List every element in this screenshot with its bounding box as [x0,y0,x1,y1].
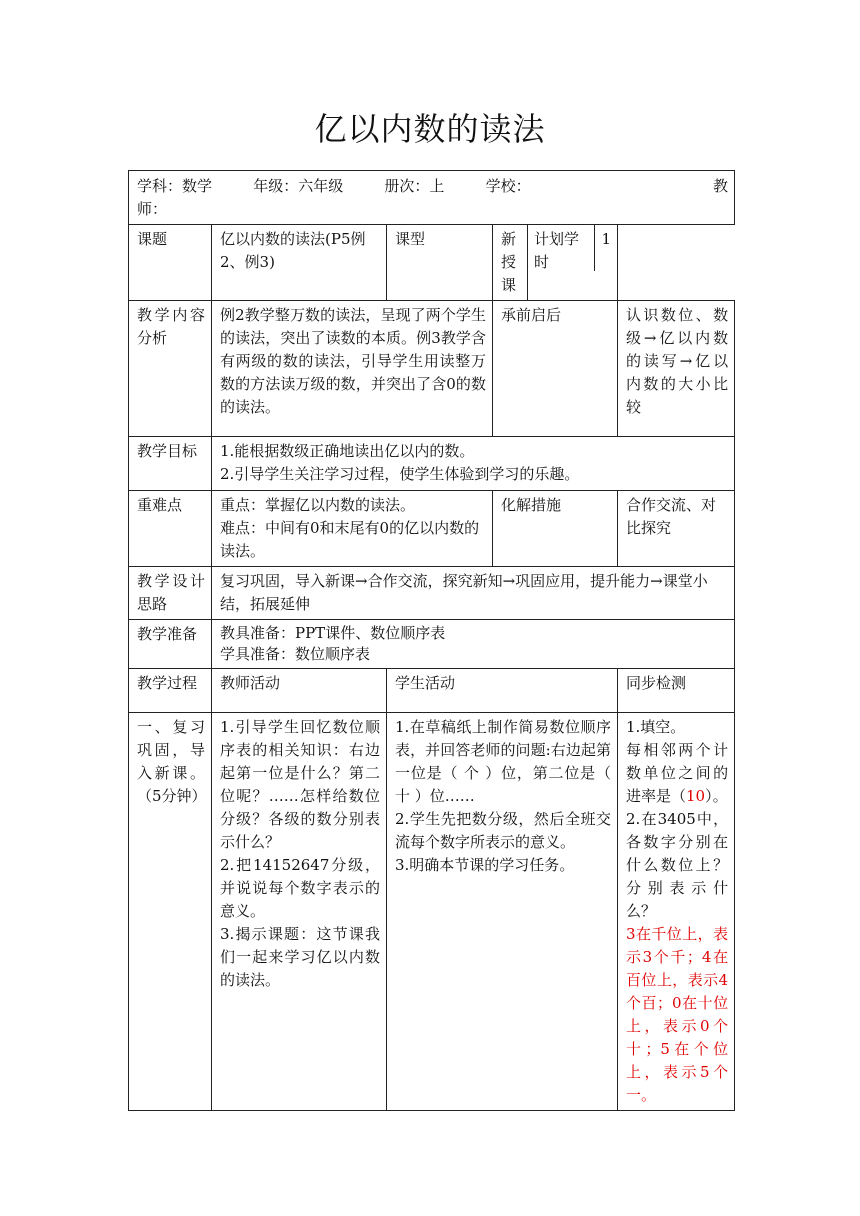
objectives-label: 教学目标 [129,437,212,491]
teacher-field-end: 师： [137,200,168,218]
teacher-activity-header: 教师活动 [212,669,387,713]
objective-item: 2.引导学生关注学习过程，使学生体验到学习的乐趣。 [220,465,580,483]
link-text: 认识数位、数级→亿以内数的读写→亿以内数的大小比较 [618,301,735,437]
check-question-2: 2.在3405中，各数字分别在什么数位上？分别表示什么？ [626,810,729,920]
check-answer-2: 3在千位上，表示3个千；4在百位上，表示4个百；0在十位上，表示0个十；5在个位上，表示5个一。 [626,925,729,1104]
stage-label: 一、复习巩固，导入新课。（5分钟） [129,713,212,1111]
check-question-1-text: 每相邻两个计数单位之间的进率是（10）。 [626,741,729,805]
objectives-row [129,437,735,491]
content-analysis-text: 例2教学整万数的读法，呈现了两个学生的读法，突出了读数的本质。例3教学含有两级的数的读法，引导学生用读整万数的方法读万级的数，并突出了含0的数的读法。 [212,301,493,437]
key-points-label: 重难点 [129,491,212,567]
content-analysis-row [129,301,735,437]
difficulty-point: 难点：中间有0和末尾有0的亿以内数的读法。 [220,519,480,560]
preparation-label: 教学准备 [129,620,212,669]
student-preparation: 学具准备：数位顺序表 [220,645,371,663]
check-question-1: 1.填空。 [626,718,686,736]
objective-item: 1.能根据数级正确地读出亿以内的数。 [220,442,475,460]
teacher-activity-item: 3.揭示课题：这节课我们一起来学习亿以内数的读法。 [220,925,380,989]
subject-field: 学科：数学 [137,177,213,195]
preparation-row [129,620,735,669]
design-row [129,567,735,620]
lesson-type-label: 课型 [387,225,493,301]
teacher-field-start: 教 [713,177,729,195]
key-point: 重点：掌握亿以内数的读法。 [220,496,416,514]
student-activity-item: 3.明确本节课的学习任务。 [395,856,575,874]
teacher-preparation: 教具准备：PPT课件、数位顺序表 [220,624,446,642]
lesson-value: 亿以内数的读法(P5例2、例3) [212,225,387,301]
lesson-row [129,225,735,301]
lesson-hours-value: 1 [601,230,611,248]
check-header: 同步检测 [618,669,735,713]
header-row [129,171,735,225]
student-activity-item: 2.学生先把数分级，然后全班交流每个数字所表示的意义。 [395,810,611,851]
design-label: 教学设计思路 [129,567,212,620]
key-points-row [129,491,735,567]
measure-label: 化解措施 [493,491,618,567]
lesson-label: 课题 [129,225,212,301]
content-analysis-label: 教学内容分析 [129,301,212,437]
design-text: 复习巩固，导入新课→合作交流，探究新知→巩固应用，提升能力→课堂小结，拓展延伸 [212,567,735,620]
process-stage-row [129,713,735,1111]
school-field: 学校： [485,177,531,195]
process-label: 教学过程 [129,669,212,713]
grade-field: 年级：六年级 [253,177,344,195]
measure-text: 合作交流、对比探究 [618,491,735,567]
volume-field: 册次：上 [384,177,445,195]
student-activity-item: 1.在草稿纸上制作简易数位顺序表，并回答老师的问题:右边起第一位是（ 个 ）位，第二位是（ 十 ）位…… [395,718,611,805]
link-label: 承前启后 [493,301,618,437]
document-title: 亿以内数的读法 [314,110,546,148]
teacher-activity-item: 1.引导学生回忆数位顺序表的相关知识：右边起第一位是什么？第二位呢？……怎样给数位分级？各级的数分别表示什么？ [220,718,380,851]
lesson-hours-label: 计划学时 [528,225,595,271]
lesson-plan-table [128,170,735,1111]
lesson-type-value: 新授课 [493,225,528,301]
check-answer-1: 10 [686,787,706,805]
teacher-activity-item: 2.把14152647分级，并说说每个数字表示的意义。 [220,856,380,920]
process-header-row [129,669,735,713]
student-activity-header: 学生活动 [387,669,618,713]
